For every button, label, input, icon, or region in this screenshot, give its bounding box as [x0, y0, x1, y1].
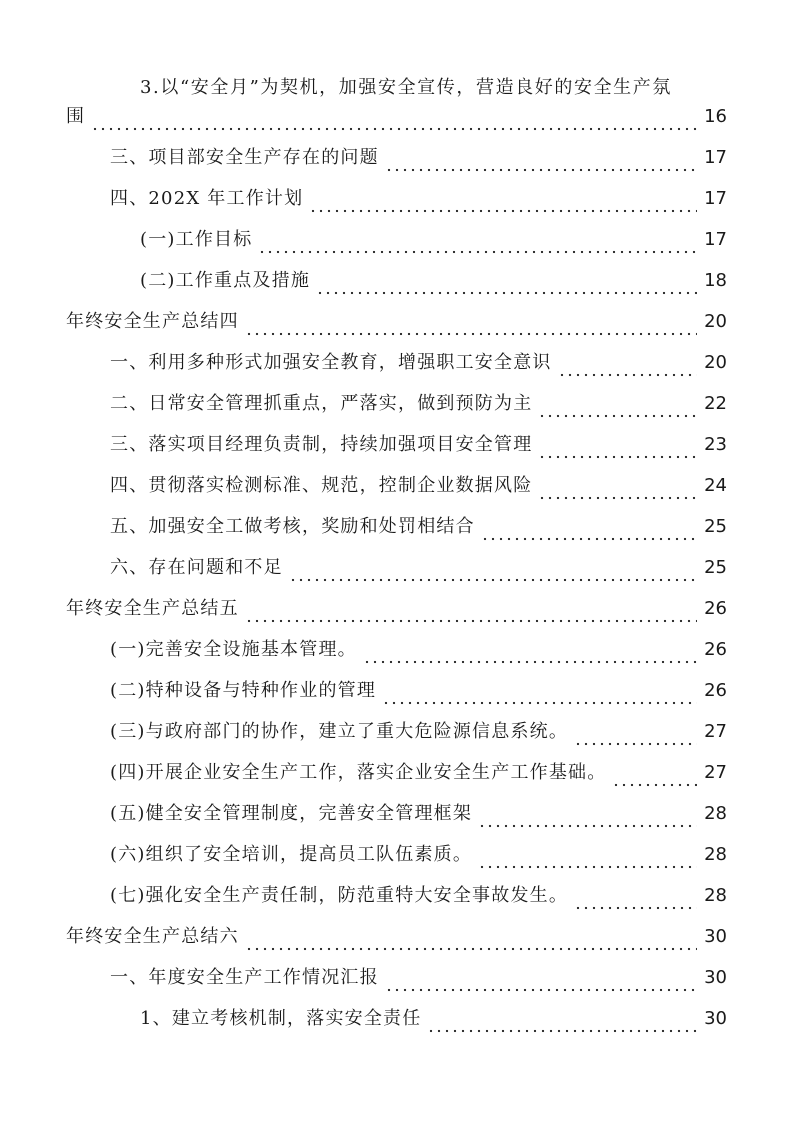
toc-dot-leader — [309, 193, 697, 213]
toc-entry[interactable] — [110, 554, 727, 582]
toc-page-number: 26 — [704, 639, 727, 660]
toc-entry[interactable] — [66, 103, 727, 131]
toc-entry-text: (一)工作目标 — [140, 229, 253, 250]
toc-entry-text: (五)健全安全管理制度，完善安全管理框架 — [110, 803, 473, 824]
toc-entry[interactable] — [110, 390, 727, 418]
toc-page-number: 24 — [704, 475, 727, 496]
toc-page-number: 27 — [704, 721, 727, 742]
toc-page-number: 26 — [704, 680, 727, 701]
toc-dot-leader — [245, 931, 697, 951]
toc-entry[interactable] — [110, 513, 727, 541]
toc-entry-text: (二)工作重点及措施 — [140, 270, 311, 291]
toc-entry[interactable] — [66, 923, 727, 951]
toc-entry[interactable] — [110, 431, 727, 459]
toc-entry[interactable] — [110, 472, 727, 500]
toc-entry-text: 年终安全生产总结五 — [66, 598, 239, 619]
toc-dot-leader — [481, 521, 697, 541]
toc-entry[interactable] — [140, 226, 727, 254]
toc-page-number: 30 — [704, 967, 727, 988]
toc-entry-text: (三)与政府部门的协作，建立了重大危险源信息系统。 — [110, 721, 569, 742]
toc-page-number: 28 — [704, 885, 727, 906]
toc-entry-text: 一、年度安全生产工作情况汇报 — [110, 967, 379, 988]
toc-entry[interactable] — [110, 185, 727, 213]
toc-entry-text: (六)组织了安全培训，提高员工队伍素质。 — [110, 844, 473, 865]
toc-dot-leader — [538, 439, 697, 459]
toc-dot-leader — [478, 808, 697, 828]
toc-entry-text: 三、落实项目经理负责制，持续加强项目安全管理 — [110, 434, 533, 455]
toc-page-number: 28 — [704, 844, 727, 865]
toc-dot-leader — [245, 603, 697, 623]
toc-entry[interactable] — [110, 964, 727, 992]
toc-entry-text: (二)特种设备与特种作业的管理 — [110, 680, 377, 701]
toc-entry[interactable] — [110, 718, 727, 746]
toc-page-number: 30 — [704, 1008, 727, 1029]
toc-entry[interactable] — [66, 595, 727, 623]
toc-entry[interactable] — [110, 759, 727, 787]
toc-entry-text: 四、202X 年工作计划 — [110, 188, 304, 209]
toc-dot-leader — [538, 398, 697, 418]
toc-dot-leader — [574, 890, 697, 910]
toc-dot-leader — [363, 644, 697, 664]
toc-entry-text: 一、利用多种形式加强安全教育，增强职工安全意识 — [110, 352, 552, 373]
toc-entry-text: 六、存在问题和不足 — [110, 557, 283, 578]
toc-entry-text: 年终安全生产总结六 — [66, 926, 239, 947]
toc-entry-text: (一)完善安全设施基本管理。 — [110, 639, 357, 660]
toc-page-number: 17 — [704, 188, 727, 209]
toc-entry[interactable] — [110, 841, 727, 869]
toc-dot-leader — [478, 849, 697, 869]
toc-dot-leader — [91, 111, 697, 131]
toc-entry-wrapped-line[interactable]: 3.以“安全月”为契机，加强安全宣传，营造良好的安全生产氛 — [140, 77, 672, 98]
toc-page-number: 20 — [704, 311, 727, 332]
toc-entry-text: (四)开展企业安全生产工作，落实企业安全生产工作基础。 — [110, 762, 607, 783]
toc-entry-text: (七)强化安全生产责任制，防范重特大安全事故发生。 — [110, 885, 569, 906]
toc-page-number: 27 — [704, 762, 727, 783]
toc-entry-text: 三、项目部安全生产存在的问题 — [110, 147, 379, 168]
toc-page-number: 26 — [704, 598, 727, 619]
toc-entry-text: 1、建立考核机制，落实安全责任 — [140, 1008, 422, 1029]
toc-page-number: 23 — [704, 434, 727, 455]
toc-dot-leader — [427, 1013, 697, 1033]
toc-dot-leader — [258, 234, 697, 254]
toc-entry[interactable] — [110, 882, 727, 910]
toc-dot-leader — [558, 357, 697, 377]
toc-dot-leader — [316, 275, 697, 295]
toc-entry[interactable] — [140, 267, 727, 295]
toc-dot-leader — [612, 767, 697, 787]
toc-page-number: 17 — [704, 229, 727, 250]
toc-entry-text: 五、加强安全工做考核，奖励和处罚相结合 — [110, 516, 475, 537]
toc-entry-text: 围 — [66, 106, 86, 127]
toc-dot-leader — [538, 480, 697, 500]
toc-page-number: 16 — [704, 106, 727, 127]
toc-entry[interactable] — [140, 1005, 727, 1033]
toc-entry-text: 二、日常安全管理抓重点，严落实，做到预防为主 — [110, 393, 533, 414]
toc-page-number: 25 — [704, 516, 727, 537]
toc-entry[interactable] — [110, 349, 727, 377]
toc-entry[interactable] — [66, 308, 727, 336]
toc-entry[interactable] — [110, 144, 727, 172]
toc-entry[interactable] — [110, 800, 727, 828]
toc-page-number: 22 — [704, 393, 727, 414]
toc-entry-text: 年终安全生产总结四 — [66, 311, 239, 332]
toc-page-number: 17 — [704, 147, 727, 168]
toc-entry-text: 四、贯彻落实检测标准、规范，控制企业数据风险 — [110, 475, 533, 496]
toc-dot-leader — [289, 562, 697, 582]
toc-page-number: 18 — [704, 270, 727, 291]
toc-dot-leader — [574, 726, 697, 746]
toc-dot-leader — [245, 316, 697, 336]
toc-page-number: 25 — [704, 557, 727, 578]
toc-page-number: 28 — [704, 803, 727, 824]
toc-entry[interactable] — [110, 636, 727, 664]
toc-dot-leader — [385, 972, 697, 992]
toc-page-number: 30 — [704, 926, 727, 947]
toc-page-number: 20 — [704, 352, 727, 373]
toc-entry[interactable] — [110, 677, 727, 705]
toc-dot-leader — [382, 685, 697, 705]
toc-dot-leader — [385, 152, 697, 172]
